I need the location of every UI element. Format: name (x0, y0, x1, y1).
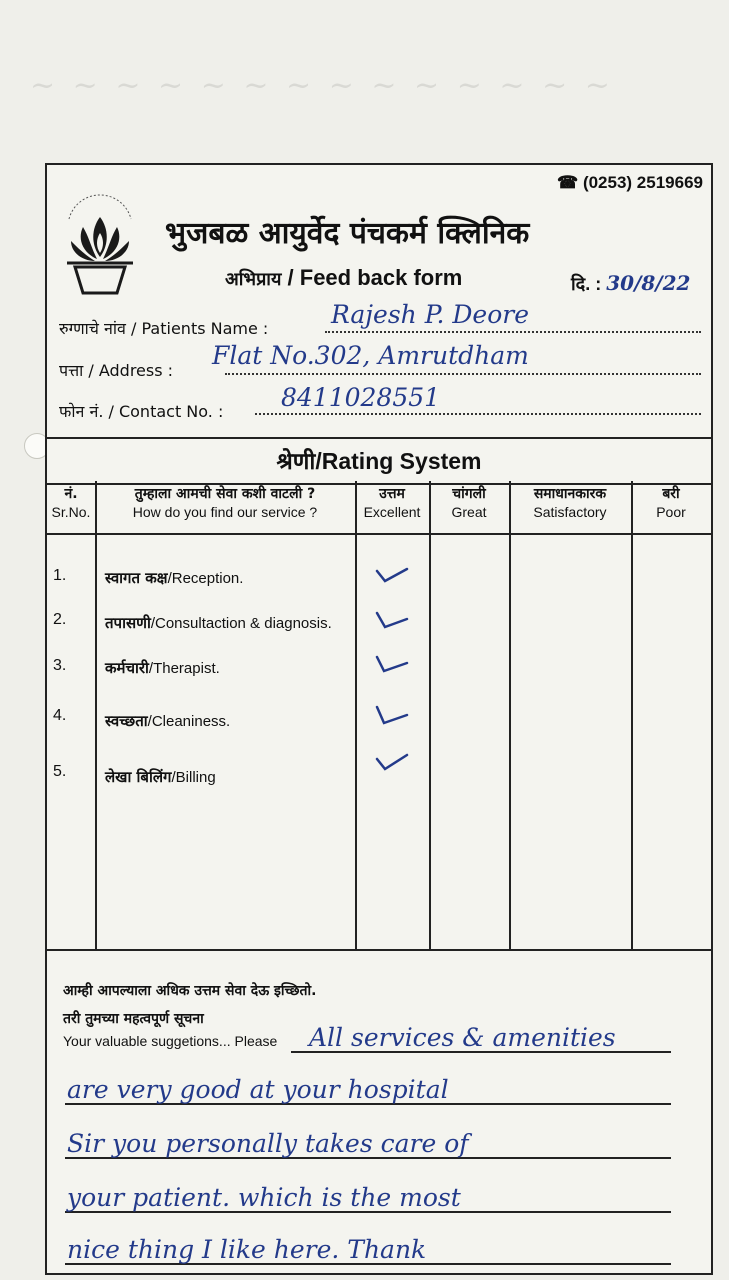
form-title (225, 265, 462, 291)
date-field (571, 271, 690, 296)
suggestion-prompt: Your valuable suggetions... Please (63, 1033, 278, 1049)
row-service-therapist: कर्मचारी/Therapist. (105, 659, 220, 677)
contact-line (255, 413, 701, 415)
row-service-cleaniness: स्वच्छता/Cleaniness. (105, 712, 231, 730)
form-title-english: / Feed back form (281, 265, 463, 290)
col-great (429, 481, 511, 949)
feedback-form (45, 163, 713, 1275)
checkmark-icon (375, 563, 409, 585)
suggestion-handwriting-5: nice thing I like here. Thank (67, 1235, 427, 1264)
address-value: Flat No.302, Amrutdham (212, 341, 529, 370)
row-service-consultation: तपासणी/Consultaction & diagnosis. (105, 614, 332, 632)
header-poor: बरी Poor (656, 486, 686, 520)
row-number: 2. (53, 611, 67, 628)
row-number: 5. (53, 763, 67, 780)
checkmark-icon (375, 705, 409, 727)
address-line (225, 373, 701, 375)
header-srno: नं. Sr.No. (51, 486, 91, 520)
header-excellent: उत्तम Excellent (363, 486, 421, 520)
clinic-phone: ☎ (0253) 2519669 (557, 173, 703, 192)
clinic-name: भुजबळ आयुर्वेद पंचकर्म क्लिनिक (165, 216, 530, 251)
row-number: 4. (53, 707, 67, 724)
checkmark-icon (375, 751, 409, 773)
row-number: 1. (53, 567, 67, 584)
patient-name-label: रुग्णाचे नांव / Patients Name : (59, 319, 269, 338)
date-value: 30/8/22 (606, 271, 691, 295)
address-label: पत्ता / Address : (59, 361, 174, 380)
col-satisfactory (509, 481, 633, 949)
row-service-billing: लेखा बिलिंग/Billing (105, 768, 216, 786)
patient-name-value: Rajesh P. Deore (331, 300, 530, 329)
suggestion-handwriting-1: All services & amenities (309, 1023, 616, 1052)
header-service: तुम्हाला आमची सेवा कशी वाटली ? How do you find our service ? (132, 486, 318, 520)
suggestion-request: तरी तुमच्या महत्वपूर्ण सूचना (63, 1011, 204, 1027)
suggestion-handwriting-4: your patient. which is the most (67, 1183, 461, 1212)
patient-name-line (325, 331, 701, 333)
row-service-reception: स्वागत कक्ष/Reception. (105, 569, 244, 587)
contact-label: फोन नं. / Contact No. : (59, 402, 224, 421)
suggestions-section (47, 949, 711, 1273)
contact-value: 8411028551 (281, 383, 441, 412)
suggestion-handwriting-2: are very good at your hospital (67, 1075, 449, 1104)
checkmark-icon (375, 609, 409, 631)
header-satisfactory: समाधानकारक Satisfactory (533, 486, 607, 520)
row-number: 3. (53, 657, 67, 674)
date-label: दि. : (571, 274, 602, 294)
suggestion-intro: आम्ही आपल्याला अधिक उत्तम सेवा देऊ इच्छितो. (63, 983, 317, 999)
rating-system-title: श्रेणी/Rating System (47, 437, 711, 485)
clinic-logo-icon (61, 183, 139, 301)
table-header (47, 481, 711, 535)
suggestion-handwriting-3: Sir you personally takes care of (67, 1129, 469, 1158)
checkmark-icon (375, 653, 409, 675)
bleed-through-text: ~ ~ ~ ~ ~ ~ ~ ~ ~ ~ ~ ~ ~ ~ (30, 68, 614, 103)
rating-table (47, 481, 711, 949)
header-great: चांगली Great (451, 486, 487, 520)
form-title-marathi: अभिप्राय (225, 269, 282, 290)
